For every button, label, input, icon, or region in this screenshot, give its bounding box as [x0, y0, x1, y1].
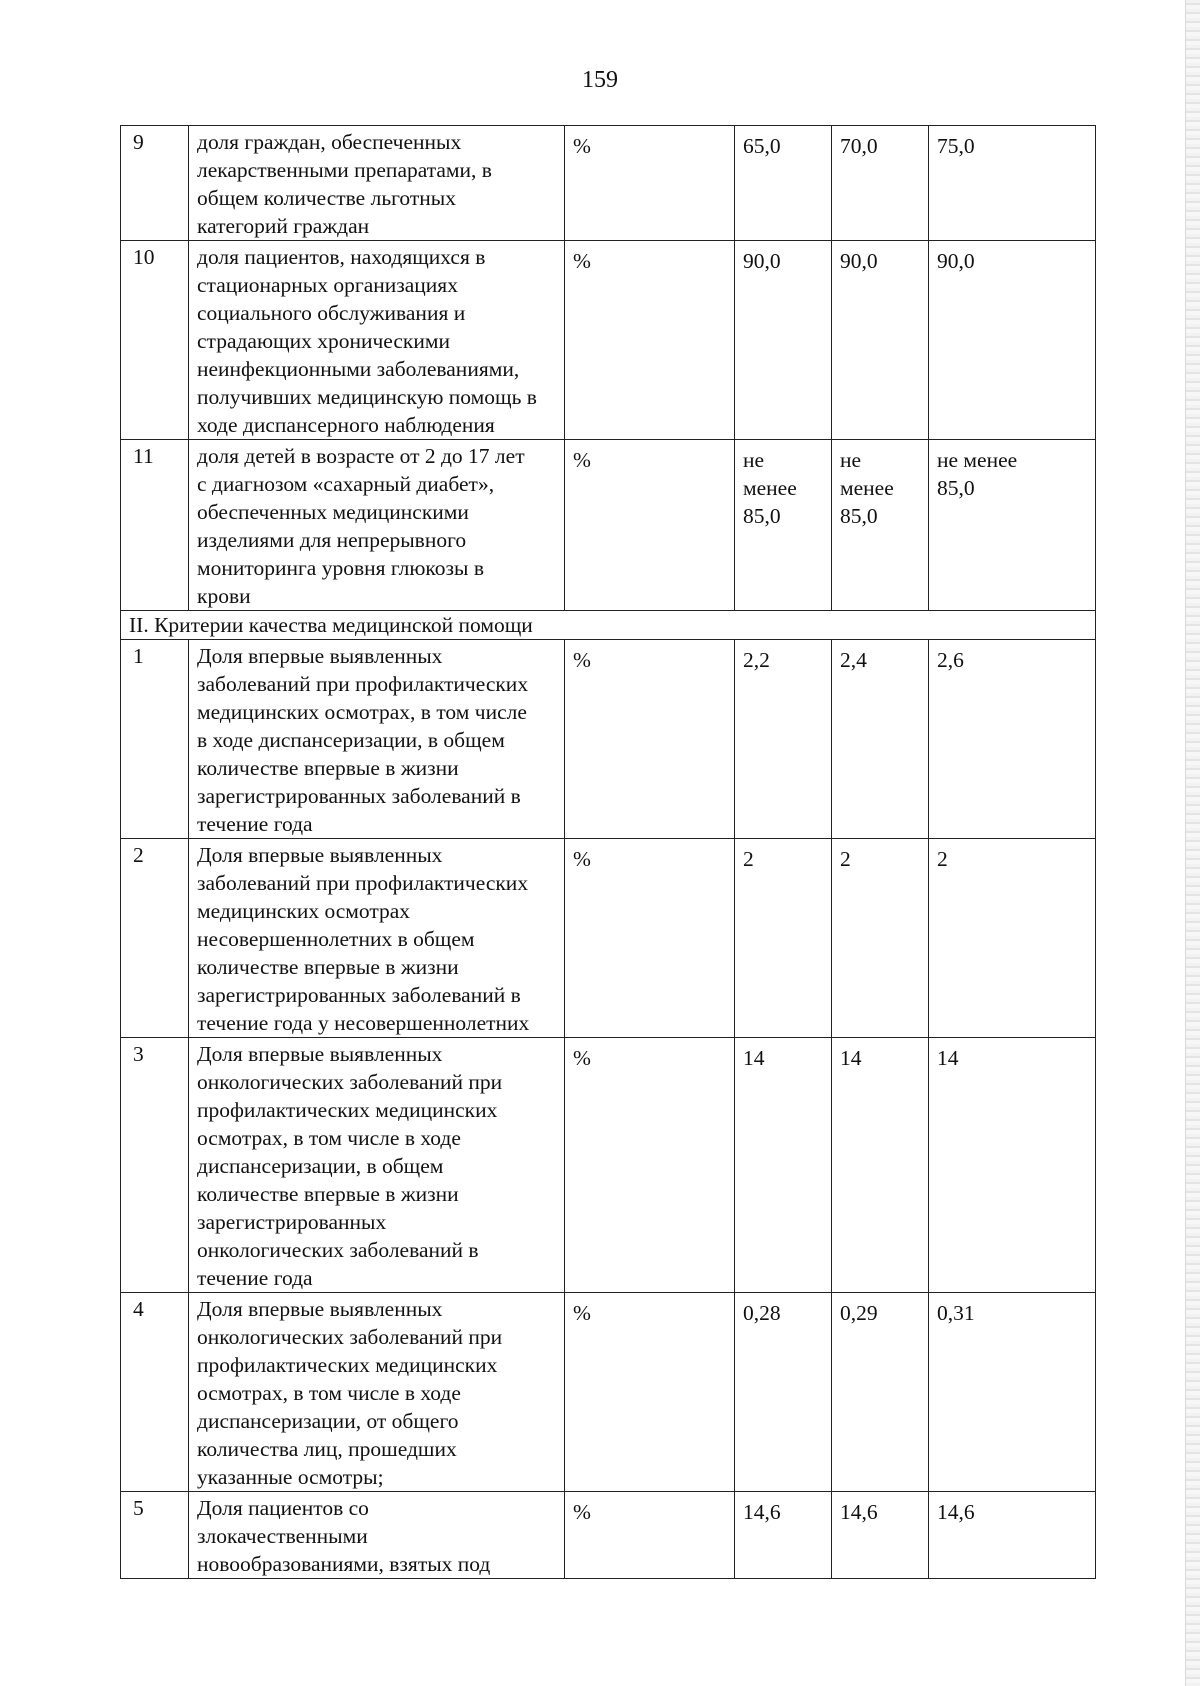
- unit-cell: %: [573, 847, 591, 871]
- unit-cell: %: [573, 448, 591, 472]
- unit-cell: %: [573, 1301, 591, 1325]
- value-year-2: 14,6: [840, 1500, 878, 1524]
- indicator-description: доля пациентов, находящихся в стационарных организациях социального обслуживания и страдающих хроническими неинфекционными заболеваниями, получивших медицинскую помощь в ходе диспансерного наблюдения: [197, 245, 537, 437]
- value-year-3: 75,0: [937, 134, 975, 158]
- value-year-1: 2,2: [743, 648, 770, 672]
- value-year-3: не менее 85,0: [937, 448, 1018, 500]
- indicator-description: доля детей в возрасте от 2 до 17 лет с диагнозом «сахарный диабет», обеспеченных медицинскими изделиями для непрерывного мониторинга уровня глюкозы в крови: [197, 444, 525, 608]
- row-number: 10: [133, 245, 155, 269]
- unit-cell: %: [573, 134, 591, 158]
- indicator-description: доля граждан, обеспеченных лекарственными препаратами, в общем количестве льготных категорий граждан: [197, 130, 492, 238]
- value-year-1: 0,28: [743, 1301, 781, 1325]
- row-number: 11: [133, 444, 154, 468]
- row-number: 9: [133, 130, 144, 154]
- value-year-2: 2,4: [840, 648, 867, 672]
- row-number: 2: [133, 843, 144, 867]
- value-year-2: 90,0: [840, 249, 878, 273]
- indicator-description: Доля впервые выявленных онкологических заболеваний при профилактических медицинских осмотрах, в том числе в ходе диспансеризации, в общем количестве впервые в жизни зарегистрированных онкологических заболеваний в течение года: [197, 1042, 503, 1290]
- indicator-description: Доля пациентов со злокачественными новообразованиями, взятых под: [197, 1496, 491, 1576]
- unit-cell: %: [573, 249, 591, 273]
- page-number: 159: [582, 67, 618, 93]
- table-row: [121, 440, 1096, 611]
- table-row: [121, 640, 1096, 839]
- row-number: 1: [133, 644, 144, 668]
- value-year-2: 14: [840, 1046, 862, 1070]
- unit-cell: %: [573, 1500, 591, 1524]
- indicator-description: Доля впервые выявленных заболеваний при профилактических медицинских осмотрах несовершеннолетних в общем количестве впервые в жизни зарегистрированных заболеваний в течение года у несовершеннолетних: [197, 843, 530, 1035]
- value-year-2: 70,0: [840, 134, 878, 158]
- scan-edge: [1185, 0, 1200, 1686]
- value-year-1: 2: [743, 847, 754, 871]
- unit-cell: %: [573, 648, 591, 672]
- table-row: [121, 839, 1096, 1038]
- value-year-1: 90,0: [743, 249, 781, 273]
- value-year-2: не менее 85,0: [840, 448, 894, 528]
- row-number: 3: [133, 1042, 144, 1066]
- value-year-3: 14,6: [937, 1500, 975, 1524]
- value-year-3: 14: [937, 1046, 959, 1070]
- row-number: 5: [133, 1496, 144, 1520]
- section-header-row: [121, 611, 1096, 640]
- indicator-table: [120, 125, 1096, 1579]
- table-row: [121, 1293, 1096, 1492]
- value-year-2: 0,29: [840, 1301, 878, 1325]
- value-year-1: не менее 85,0: [743, 448, 797, 528]
- indicator-description: Доля впервые выявленных онкологических заболеваний при профилактических медицинских осмотрах, в том числе в ходе диспансеризации, от общего количества лиц, прошедших указанные осмотры;: [197, 1297, 503, 1489]
- section-title: II. Критерии качества медицинской помощи: [121, 611, 1096, 640]
- table-body: [121, 126, 1096, 1579]
- table-row: [121, 241, 1096, 440]
- table-row: [121, 1038, 1096, 1293]
- indicator-description: Доля впервые выявленных заболеваний при профилактических медицинских осмотрах, в том числе в ходе диспансеризации, в общем количестве впервые в жизни зарегистрированных заболеваний в течение года: [197, 644, 529, 836]
- value-year-3: 2,6: [937, 648, 964, 672]
- value-year-3: 90,0: [937, 249, 975, 273]
- value-year-1: 65,0: [743, 134, 781, 158]
- value-year-3: 2: [937, 847, 948, 871]
- unit-cell: %: [573, 1046, 591, 1070]
- row-number: 4: [133, 1297, 144, 1321]
- value-year-3: 0,31: [937, 1301, 975, 1325]
- table-row: [121, 126, 1096, 241]
- value-year-2: 2: [840, 847, 851, 871]
- value-year-1: 14: [743, 1046, 765, 1070]
- value-year-1: 14,6: [743, 1500, 781, 1524]
- table-row: [121, 1492, 1096, 1579]
